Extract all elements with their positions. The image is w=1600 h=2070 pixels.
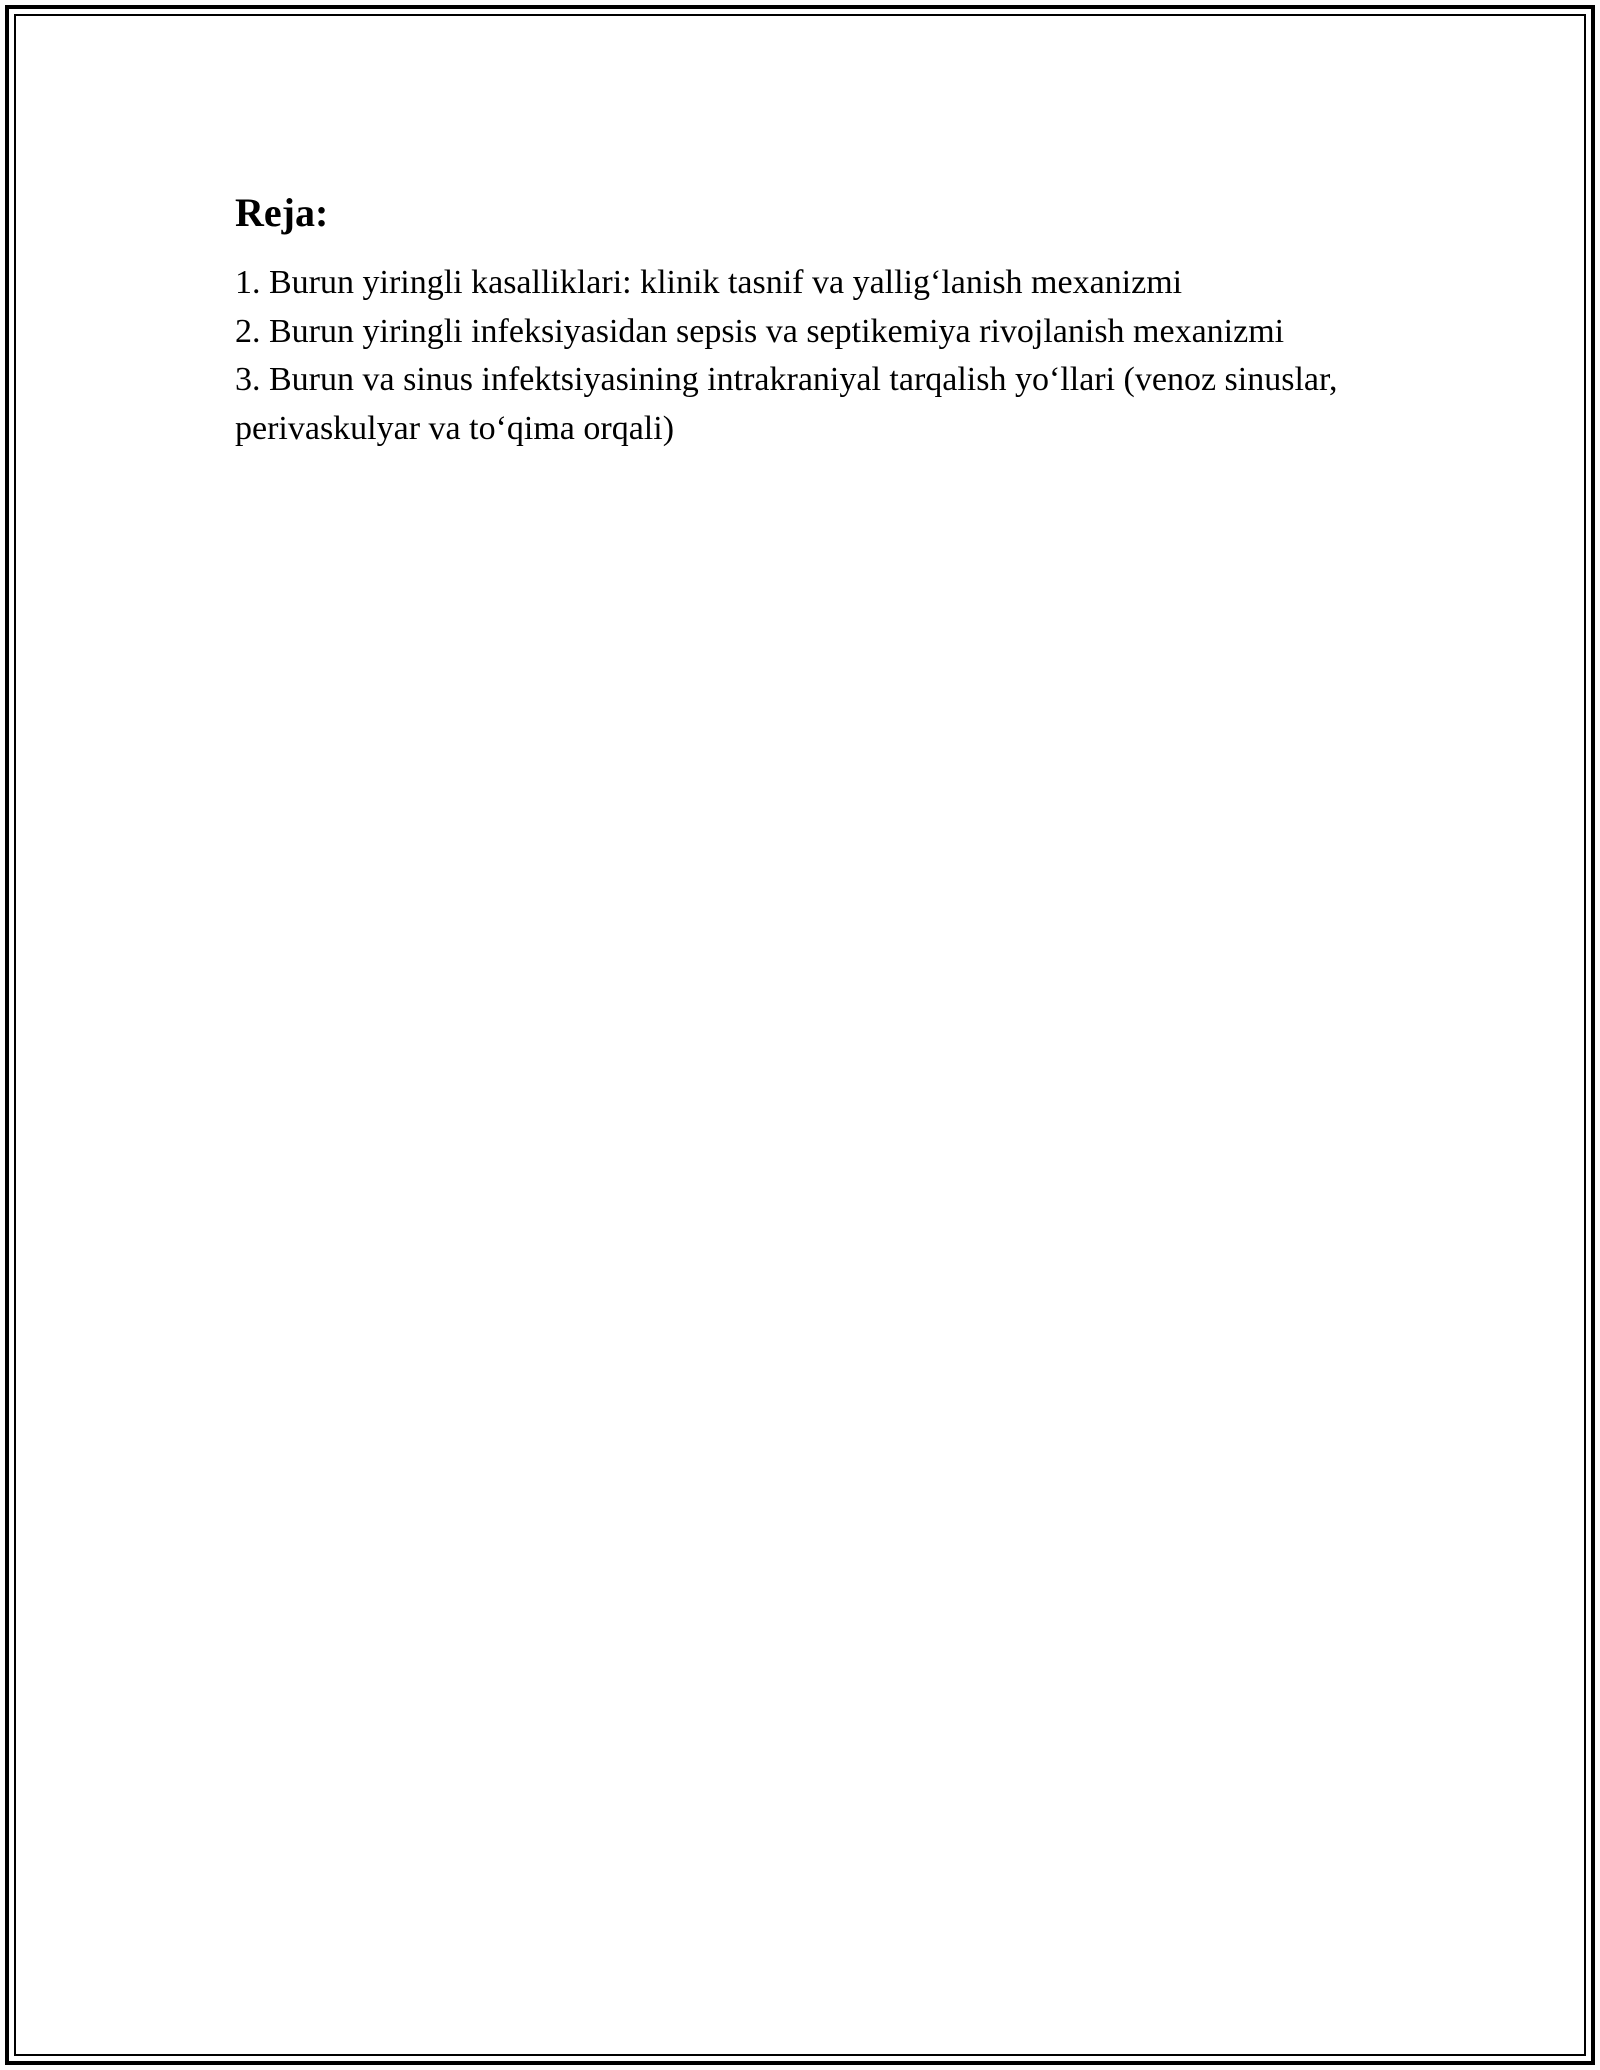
plan-list [235,259,1425,453]
plan-item-3: 3. Burun va sinus infektsiyasining intrakraniyal tarqalish yo‘llari (venoz sinuslar, perivaskulyar va to‘qima orqali) [235,361,1338,447]
plan-heading: Reja: [235,190,329,235]
plan-item-2: 2. Burun yiringli infeksiyasidan sepsis va septikemiya rivojlanish mexanizmi [235,312,1285,350]
page-content [235,185,1425,453]
plan-item-1: 1. Burun yiringli kasalliklari: klinik tasnif va yallig‘lanish mexanizmi [235,264,1183,301]
